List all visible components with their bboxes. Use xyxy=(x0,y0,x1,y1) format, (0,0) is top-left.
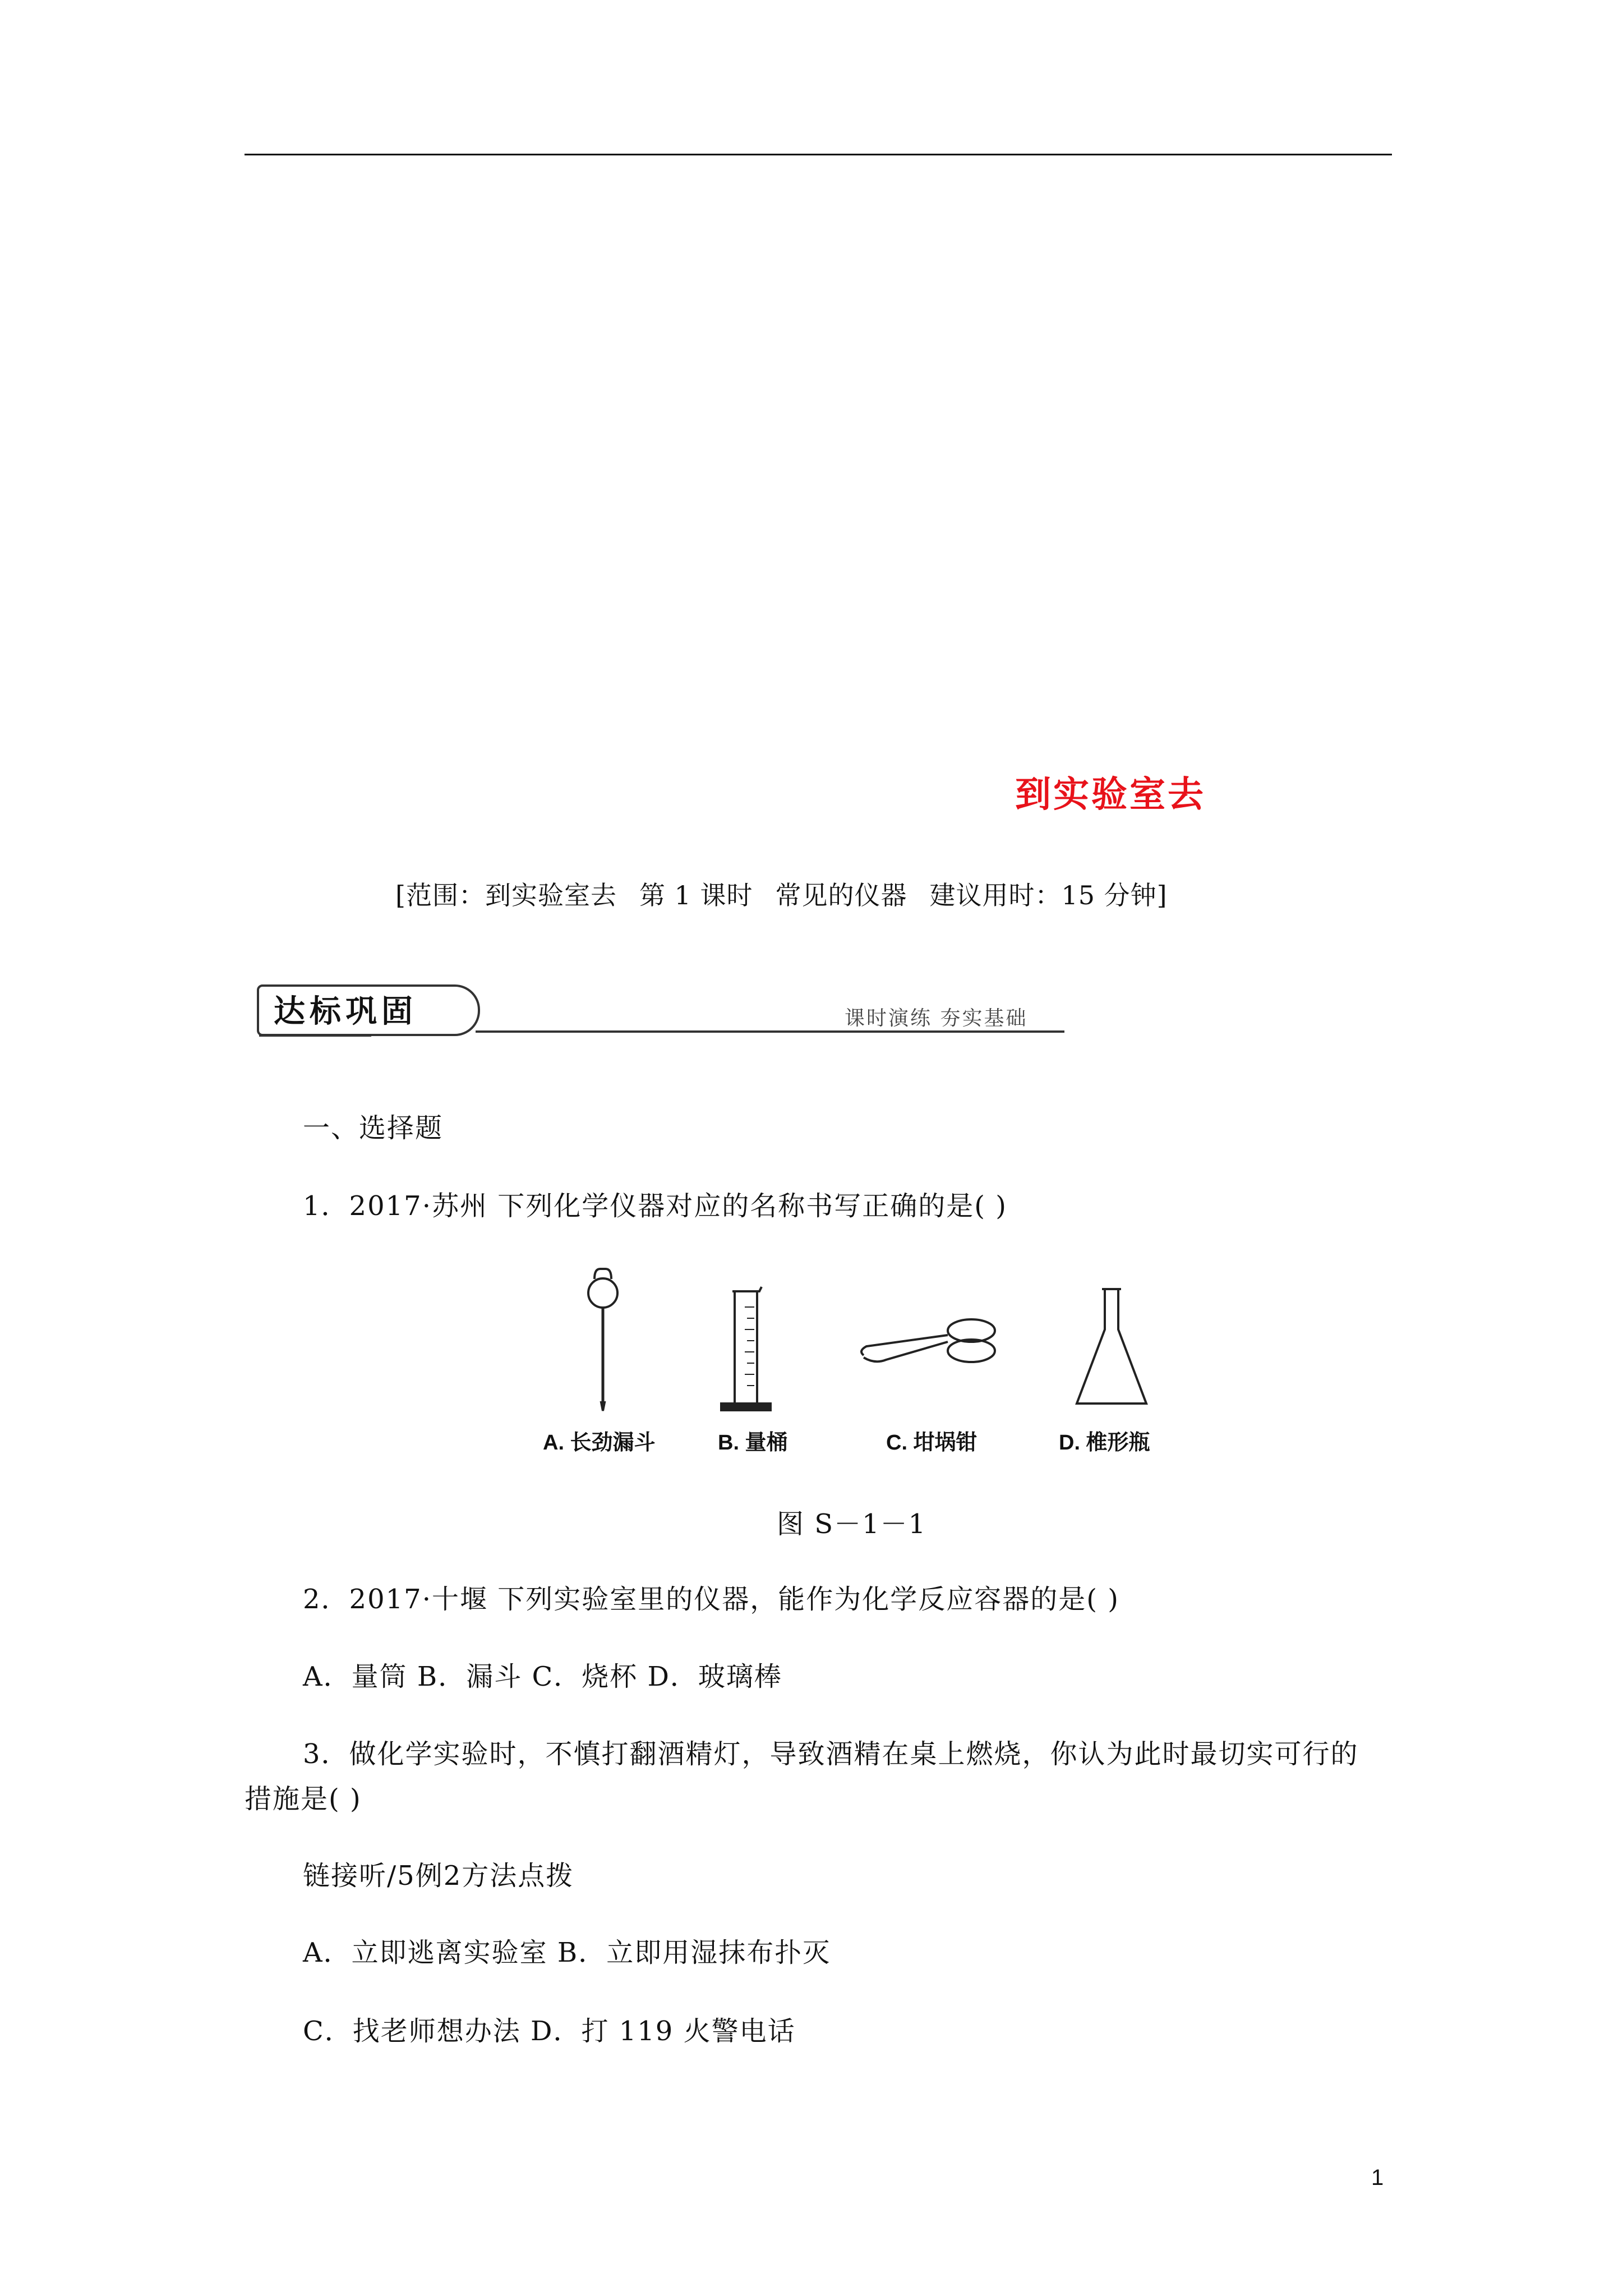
page-number: 1 xyxy=(1371,2165,1384,2190)
banner-underline xyxy=(259,1034,371,1037)
section-banner xyxy=(257,980,1064,1042)
banner-label: 达标巩固 xyxy=(274,993,417,1030)
question-3-options-line2: C．找老师想办法 D．打 119 火警电话 xyxy=(303,2016,796,2047)
document-title: 到实验室去 xyxy=(1015,774,1206,816)
long-neck-funnel-drawing xyxy=(588,1269,617,1411)
question-1-stem: 1．2017·苏州 下列化学仪器对应的名称书写正确的是( ) xyxy=(303,1190,1007,1222)
label-option-d: D. 椎形瓶 xyxy=(1059,1431,1150,1455)
section-heading: 一、选择题 xyxy=(303,1112,444,1144)
scope-part3: 常见的仪器 xyxy=(775,880,907,910)
measuring-cylinder-drawing xyxy=(721,1287,771,1410)
scope-part1: 到实验室去 xyxy=(485,880,617,910)
scope-line xyxy=(395,875,1168,912)
label-option-a: A. 长劲漏斗 xyxy=(543,1431,656,1455)
scope-open: [范围： xyxy=(395,880,485,910)
instrument-figure xyxy=(516,1257,1178,1470)
header-rule xyxy=(245,154,1392,155)
question-2-stem: 2．2017·十堰 下列实验室里的仪器，能作为化学反应容器的是( ) xyxy=(303,1584,1119,1615)
instrument-drawings xyxy=(516,1257,1178,1425)
question-3-options-line1: A．立即逃离实验室 B．立即用湿抹布扑灭 xyxy=(303,1937,831,1968)
question-3-stem-line1: 3．做化学实验时，不慎打翻酒精灯，导致酒精在桌上燃烧，你认为此时最切实可行的 xyxy=(303,1738,1359,1770)
banner-subtitle: 课时演练 夯实基础 xyxy=(845,1007,1028,1030)
label-option-b: B. 量桶 xyxy=(718,1431,788,1455)
crucible-tongs-drawing xyxy=(861,1319,995,1362)
figure-caption: 图 S－1－1 xyxy=(777,1508,927,1540)
scope-part2: 第 1 课时 xyxy=(639,880,753,910)
label-option-c: C. 坩埚钳 xyxy=(886,1431,978,1455)
question-3-link[interactable]: 链接听/5例2方法点拨 xyxy=(303,1860,574,1892)
question-3-stem-line2: 措施是( ) xyxy=(245,1783,362,1815)
scope-part4: 建议用时：15 分钟] xyxy=(929,880,1168,910)
question-2-options: A．量筒 B．漏斗 C．烧杯 D．玻璃棒 xyxy=(303,1661,782,1692)
conical-flask-drawing xyxy=(1077,1289,1146,1404)
